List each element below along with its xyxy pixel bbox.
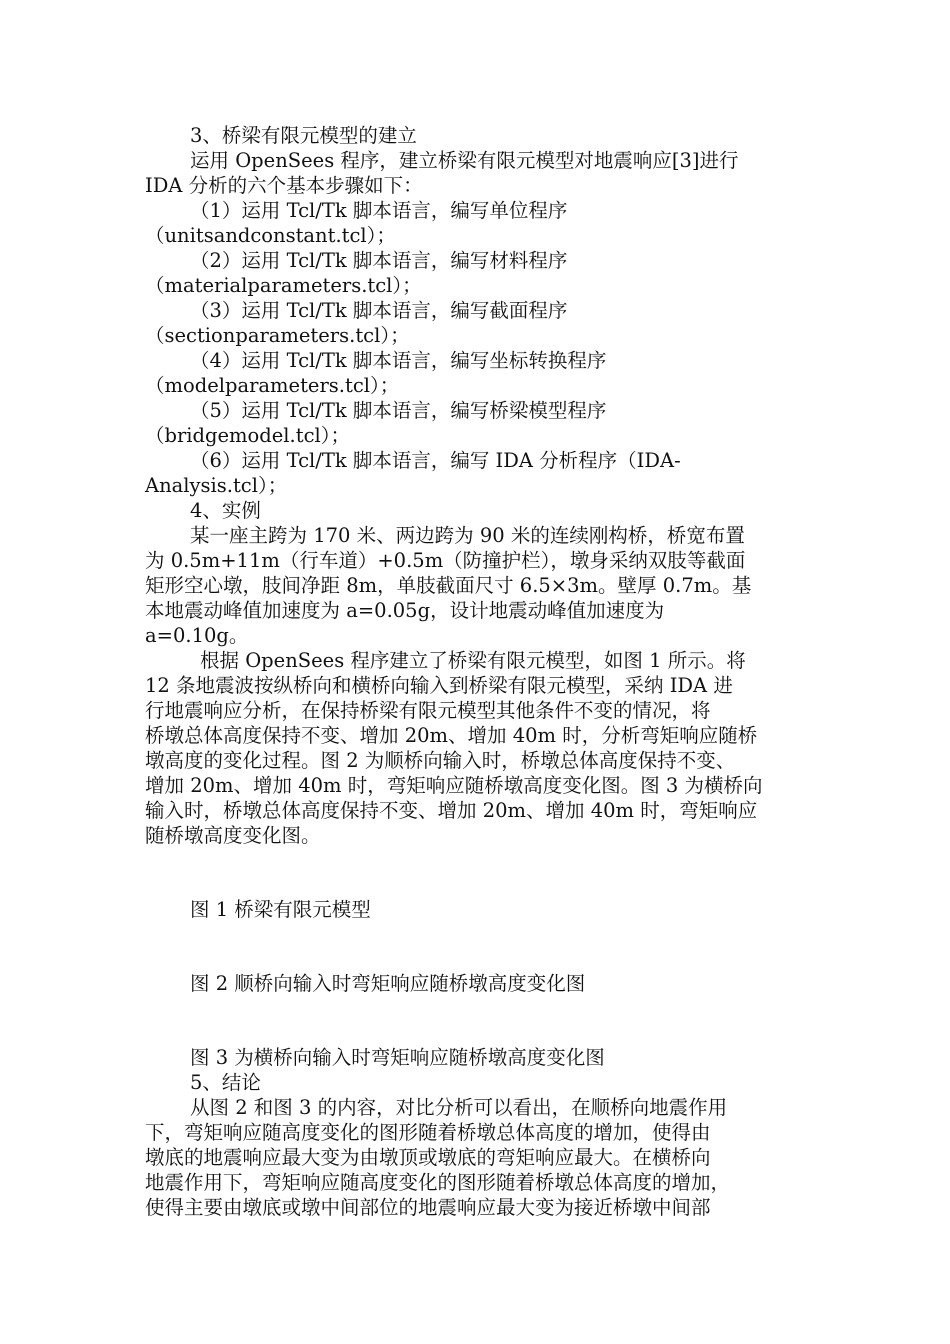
paragraph-line: 矩形空心墩，肢间净距 8m，单肢截面尺寸 6.5×3m。壁厚 0.7m。基	[145, 574, 752, 597]
paragraph-line: IDA 分析的六个基本步骤如下：	[145, 174, 423, 197]
paragraph-line: 从图 2 和图 3 的内容，对比分析可以看出，在顺桥向地震作用	[190, 1096, 728, 1119]
paragraph-line: 下，弯矩响应随高度变化的图形随着桥墩总体高度的增加，使得由	[145, 1121, 711, 1144]
paragraph-line: 使得主要由墩底或墩中间部位的地震响应最大变为接近桥墩中间部	[145, 1196, 711, 1219]
step-item-file: Analysis.tcl）；	[145, 474, 288, 497]
paragraph-line: a=0.10g。	[145, 624, 249, 647]
paragraph-line: 为 0.5m+11m（行车道）+0.5m（防撞护栏），墩身采纳双肢等截面	[145, 549, 746, 572]
paragraph-line: 本地震动峰值加速度为 a=0.05g，设计地震动峰值加速度为	[145, 599, 665, 622]
paragraph-line: 根据 OpenSees 程序建立了桥梁有限元模型，如图 1 所示。将	[200, 649, 746, 672]
paragraph-line: 某一座主跨为 170 米、两边跨为 90 米的连续刚构桥，桥宽布置	[190, 524, 745, 547]
heading-section-3: 3、桥梁有限元模型的建立	[190, 124, 417, 147]
paragraph-line: 墩高度的变化过程。图 2 为顺桥向输入时，桥墩总体高度保持不变、	[145, 749, 736, 772]
paragraph-line: 随桥墩高度变化图。	[145, 824, 321, 847]
paragraph-line: 增加 20m、增加 40m 时，弯矩响应随桥墩高度变化图。图 3 为横桥向	[145, 774, 763, 797]
figure-caption-1: 图 1 桥梁有限元模型	[190, 898, 371, 921]
step-item-file: （bridgemodel.tcl）；	[145, 424, 350, 447]
paragraph-line: 桥墩总体高度保持不变、增加 20m、增加 40m 时，分析弯矩响应随桥	[145, 724, 758, 747]
paragraph-line: 运用 OpenSees 程序，建立桥梁有限元模型对地震响应[3]进行	[190, 149, 739, 172]
paragraph-line: 墩底的地震响应最大变为由墩顶或墩底的弯矩响应最大。在横桥向	[145, 1146, 711, 1169]
step-item: （2）运用 Tcl/Tk 脚本语言，编写材料程序	[190, 249, 568, 272]
step-item: （6）运用 Tcl/Tk 脚本语言，编写 IDA 分析程序（IDA-	[190, 449, 681, 472]
paragraph-line: 行地震响应分析，在保持桥梁有限元模型其他条件不变的情况，将	[145, 699, 711, 722]
figure-caption-2: 图 2 顺桥向输入时弯矩响应随桥墩高度变化图	[190, 972, 586, 995]
figure-caption-3: 图 3 为横桥向输入时弯矩响应随桥墩高度变化图	[190, 1046, 605, 1069]
step-item-file: （sectionparameters.tcl）；	[145, 324, 410, 347]
paragraph-line: 输入时，桥墩总体高度保持不变、增加 20m、增加 40m 时，弯矩响应	[145, 799, 758, 822]
step-item: （3）运用 Tcl/Tk 脚本语言，编写截面程序	[190, 299, 568, 322]
heading-section-5: 5、结论	[190, 1071, 261, 1094]
paragraph-line: 12 条地震波按纵桥向和横桥向输入到桥梁有限元模型，采纳 IDA 进	[145, 674, 733, 697]
step-item: （4）运用 Tcl/Tk 脚本语言，编写坐标转换程序	[190, 349, 607, 372]
step-item: （5）运用 Tcl/Tk 脚本语言，编写桥梁模型程序	[190, 399, 607, 422]
step-item: （1）运用 Tcl/Tk 脚本语言，编写单位程序	[190, 199, 568, 222]
paragraph-line: 地震作用下，弯矩响应随高度变化的图形随着桥墩总体高度的增加，	[145, 1171, 731, 1194]
step-item-file: （unitsandconstant.tcl）；	[145, 224, 396, 247]
step-item-file: （materialparameters.tcl）；	[145, 274, 422, 297]
step-item-file: （modelparameters.tcl）；	[145, 374, 400, 397]
heading-section-4: 4、实例	[190, 499, 261, 522]
